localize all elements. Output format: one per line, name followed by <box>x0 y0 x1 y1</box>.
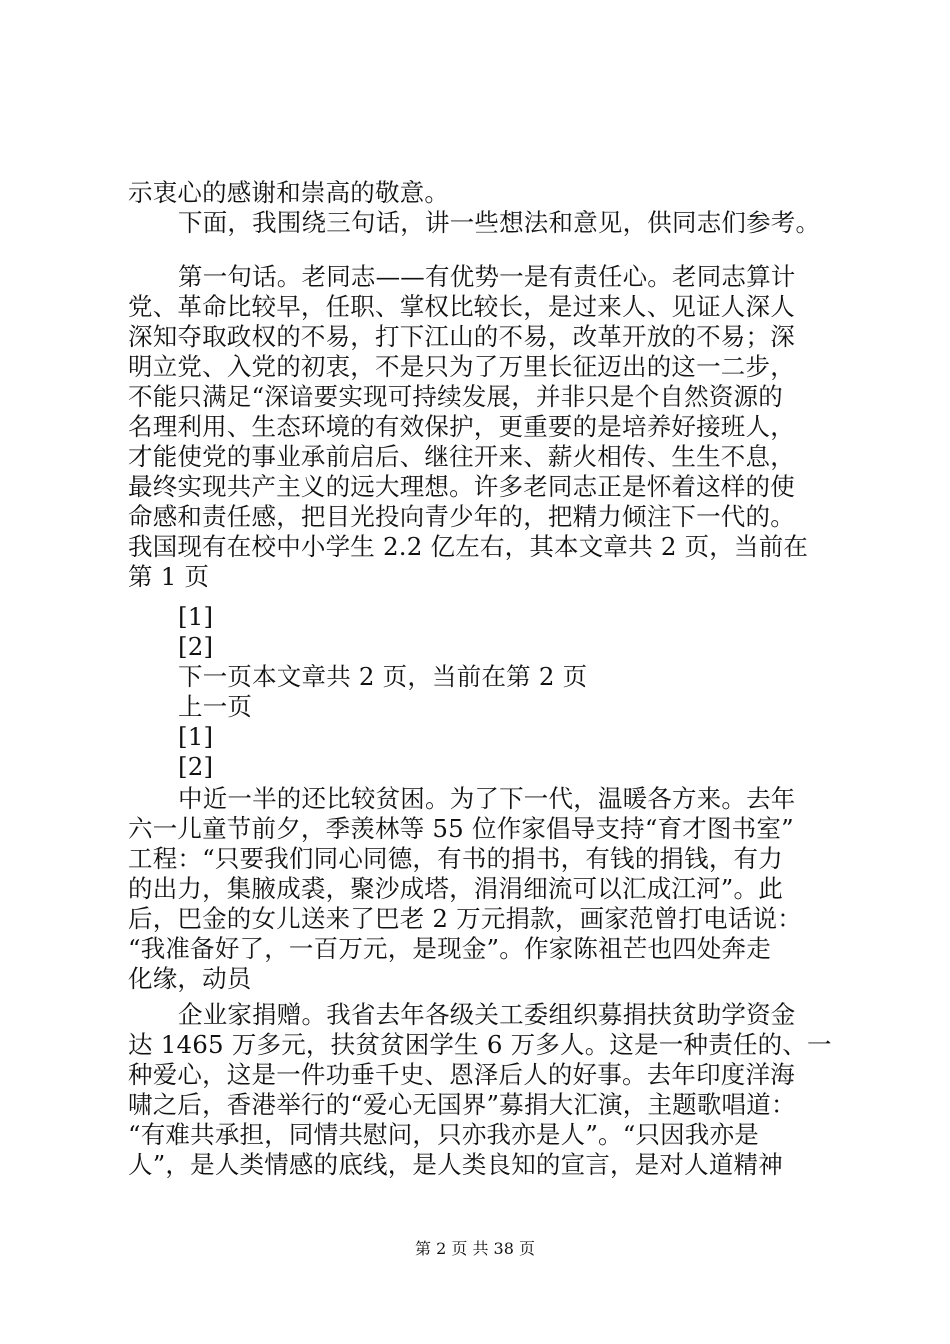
text-line: 企业家捐赠。我省去年各级关工委组织募捐扶贫助学资金 <box>178 1000 796 1029</box>
page-link-1[interactable]: [1] <box>178 602 214 631</box>
text-line: 六一儿童节前夕，季羡林等 55 位作家倡导支持“育才图书室” <box>128 814 794 843</box>
text-line: 中近一半的还比较贫困。为了下一代，温暖各方来。去年 <box>178 784 796 813</box>
page-footer: 第 2 页 共 38 页 <box>415 1239 535 1258</box>
text-line: “有难共承担，同情共慰问，只亦我亦是人”。“只因我亦是 <box>128 1120 759 1149</box>
text-line: 后，巴金的女儿送来了巴老 2 万元捐款，画家范曾打电话说： <box>128 904 802 933</box>
page-link-1[interactable]: [1] <box>178 722 214 751</box>
text-line: 下面，我围绕三句话，讲一些想法和意见，供同志们参考。 <box>178 208 821 237</box>
text-line: 达 1465 万多元，扶贫贫困学生 6 万多人。这是一种责任的、一 <box>128 1030 832 1059</box>
next-page-link[interactable]: 下一页本文章共 2 页，当前在第 2 页 <box>178 662 588 691</box>
prev-page-link[interactable]: 上一页 <box>178 692 253 721</box>
text-line: 人”，是人类情感的底线，是人类良知的宣言，是对人道精神 <box>128 1150 783 1179</box>
text-line: 才能使党的事业承前启后、继往开来、薪火相传、生生不息， <box>128 442 795 471</box>
text-line: 种爱心，这是一件功垂千史、恩泽后人的好事。去年印度洋海 <box>128 1060 795 1089</box>
text-line: 工程：“只要我们同心同德，有书的捐书，有钱的捐钱，有力 <box>128 844 783 873</box>
text-line: 的出力，集腋成裘，聚沙成塔，涓涓细流可以汇成江河”。此 <box>128 874 783 903</box>
page-link-2[interactable]: [2] <box>178 752 214 781</box>
text-line: 命感和责任感，把目光投向青少年的，把精力倾注下一代的。 <box>128 502 795 531</box>
text-line: 第 1 页 <box>128 562 210 591</box>
text-line: 最终实现共产主义的远大理想。许多老同志正是怀着这样的使 <box>128 472 795 501</box>
text-line: 示衷心的感谢和崇高的敬意。 <box>128 178 450 207</box>
text-line: 化缘，动员 <box>128 964 252 993</box>
text-line: 党、革命比较早，任职、掌权比较长，是过来人、见证人深人 <box>128 292 795 321</box>
page-link-2[interactable]: [2] <box>178 632 214 661</box>
text-line: “我准备好了，一百万元，是现金”。作家陈祖芒也四处奔走 <box>128 934 771 963</box>
text-line: 名理利用、生态环境的有效保护，更重要的是培养好接班人， <box>128 412 795 441</box>
text-line: 明立党、入党的初衷，不是只为了万里长征迈出的这一二步， <box>128 352 795 381</box>
text-line: 啸之后，香港举行的“爱心无国界”募捐大汇演，主题歌唱道： <box>128 1090 796 1119</box>
text-line: 深知夺取政权的不易，打下江山的不易，改革开放的不易；深 <box>128 322 795 351</box>
text-line: 我国现有在校中小学生 2.2 亿左右，其本文章共 2 页，当前在 <box>128 532 809 561</box>
text-line: 不能只满足“深谙要实现可持续发展，并非只是个自然资源的 <box>128 382 783 411</box>
text-line: 第一句话。老同志——有优势一是有责任心。老同志算计 <box>178 262 796 291</box>
